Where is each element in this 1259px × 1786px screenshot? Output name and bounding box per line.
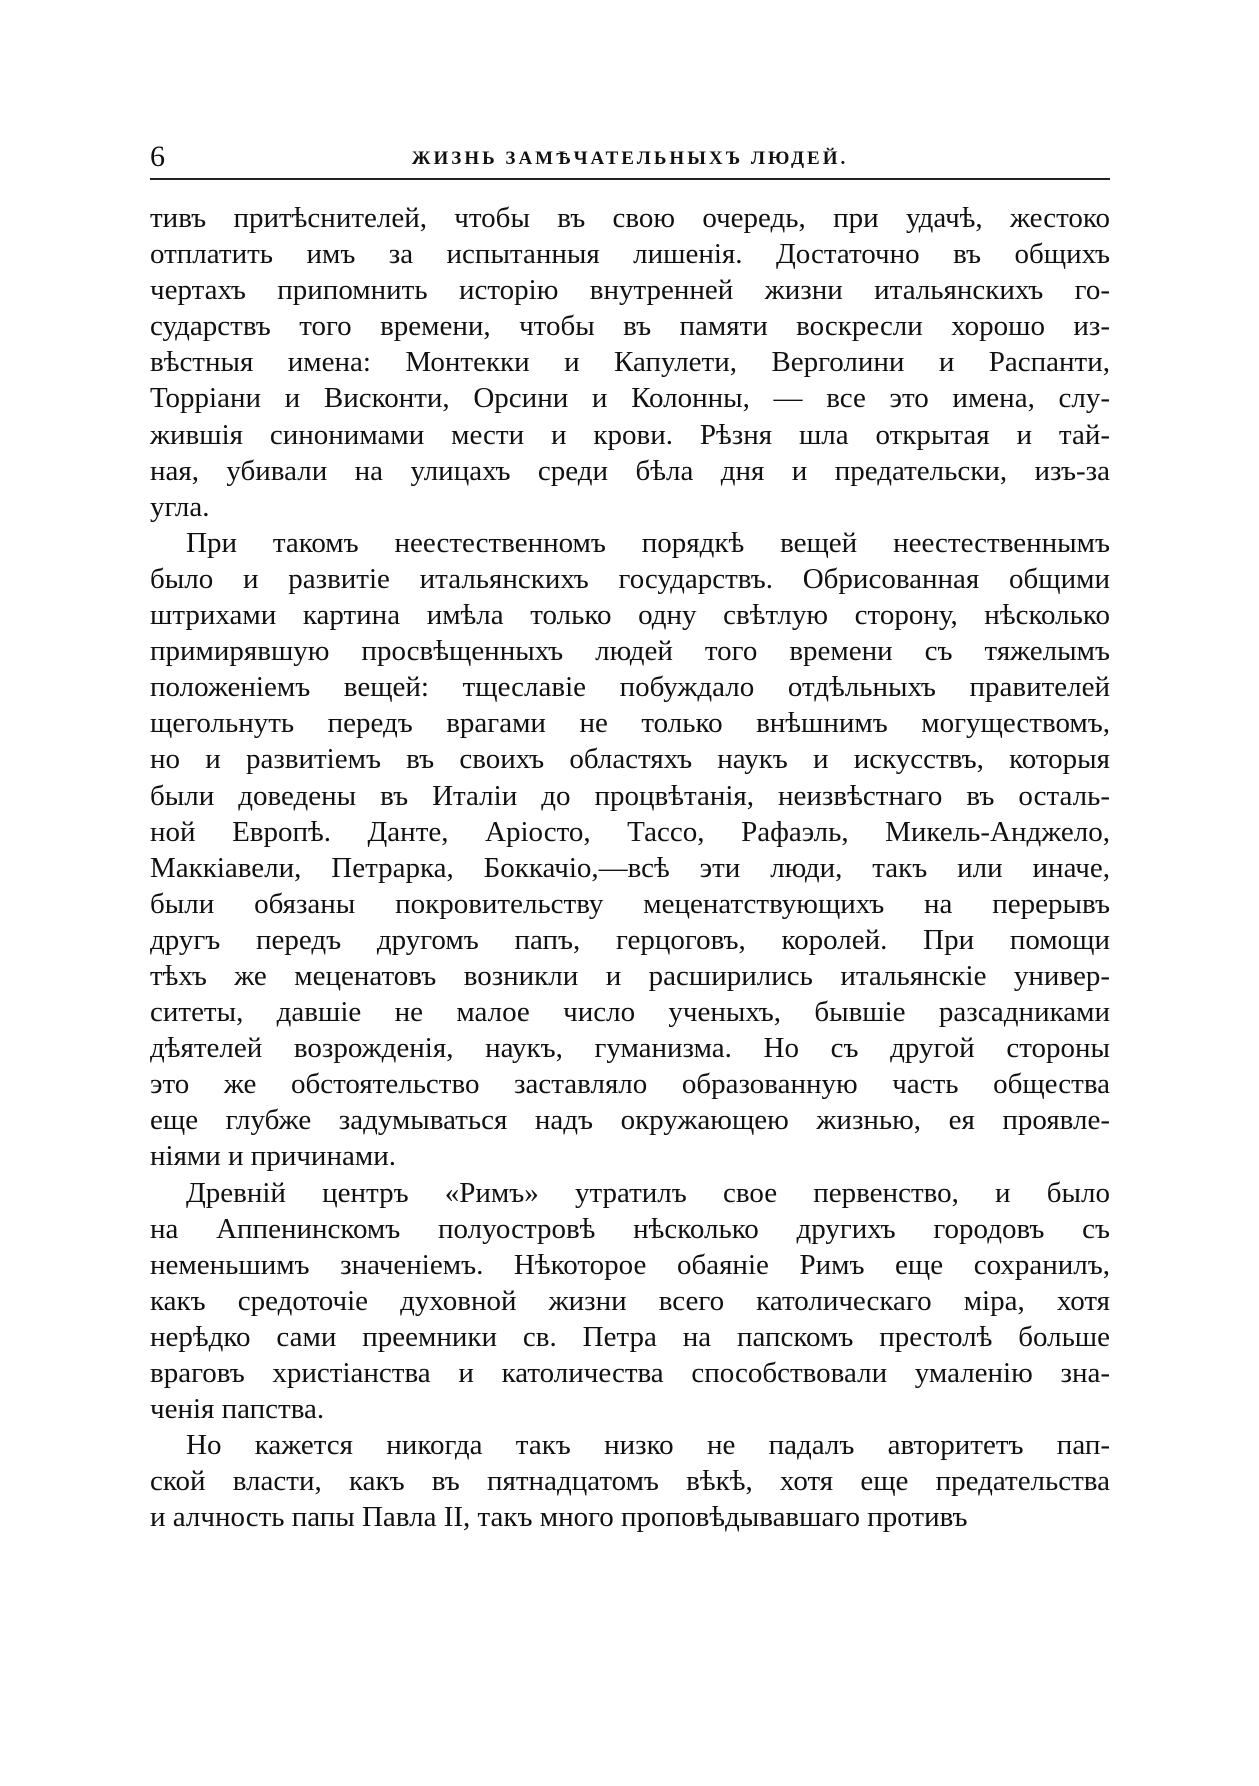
text-line: какъ средоточіе духовной жизни всего католическаго міра, хотя	[150, 1284, 1110, 1317]
text-line: Маккіавели, Петрарка, Боккачіо,—всѣ эти люди, такъ или иначе,	[150, 851, 1110, 884]
running-head	[150, 138, 1110, 180]
text-line: но и развитіемъ въ своихъ областяхъ наукъ и искусствъ, которыя	[150, 743, 1110, 776]
text-line: Торріани и Висконти, Орсини и Колонны, — все это имена, слу-	[150, 382, 1110, 415]
text-line: угла.	[150, 490, 210, 523]
text-line: ной Европѣ. Данте, Аріосто, Тассо, Рафаэль, Микель-Анджело,	[150, 815, 1110, 848]
text-line: положеніемъ вещей: тщеславіе побуждало отдѣльныхъ правителей	[150, 671, 1110, 704]
text-line: это же обстоятельство заставляло образованную часть общества	[150, 1068, 1110, 1101]
text-line: сударствъ того времени, чтобы въ памяти воскресли хорошо из-	[150, 310, 1110, 343]
text-line: штрихами картина имѣла только одну свѣтлую сторону, нѣсколько	[150, 599, 1110, 632]
text-line: неменьшимъ значеніемъ. Нѣкоторое обаяніе Римъ еще сохранилъ,	[150, 1248, 1110, 1281]
book-page	[150, 138, 1110, 1535]
paragraph	[150, 1427, 1110, 1535]
paragraph	[150, 525, 1110, 1175]
text-line: было и развитіе итальянскихъ государствъ. Обрисованная общими	[150, 562, 1110, 595]
text-line: тѣхъ же меценатовъ возникли и расширились итальянскіе универ-	[150, 959, 1110, 992]
text-line: еще глубже задумываться надъ окружающею жизнью, ея проявле-	[150, 1104, 1110, 1137]
text-line: были обязаны покровительству меценатствующихъ на перерывъ	[150, 887, 1110, 920]
text-line: чертахъ припомнить исторію внутренней жизни итальянскихъ го-	[150, 274, 1110, 307]
text-line: тивъ притѣснителей, чтобы въ свою очередь, при удачѣ, жестоко	[150, 202, 1110, 234]
body-text	[150, 200, 1110, 1535]
text-line: на Аппенинскомъ полуостровѣ нѣсколько другихъ городовъ съ	[150, 1212, 1110, 1245]
text-line: отплатить имъ за испытанныя лишенія. Достаточно въ общихъ	[150, 238, 1110, 271]
text-line: примирявшую просвѣщенныхъ людей того времени съ тяжелымъ	[150, 635, 1110, 668]
text-line: Древній центръ «Римъ» утратилъ свое первенство, и было	[186, 1176, 1110, 1209]
text-line: вѣстныя имена: Монтекки и Капулети, Верголини и Распанти,	[150, 346, 1110, 379]
text-line: ная, убивали на улицахъ среди бѣла дня и предательски, изъ-за	[150, 454, 1110, 487]
text-line: щегольнуть передъ врагами не только внѣшнимъ могуществомъ,	[150, 707, 1110, 740]
text-line: Но кажется никогда такъ низко не падалъ авторитетъ пап-	[186, 1429, 1110, 1462]
text-line: ченія папства.	[150, 1393, 325, 1426]
paragraph	[150, 200, 1110, 525]
text-line: другъ передъ другомъ папъ, герцоговъ, королей. При помощи	[150, 923, 1110, 956]
text-line: ской власти, какъ въ пятнадцатомъ вѣкѣ, хотя еще предательства	[150, 1465, 1110, 1498]
text-line: При такомъ неестественномъ порядкѣ вещей неестественнымъ	[186, 526, 1110, 559]
page-number: 6	[150, 140, 165, 173]
text-line: враговъ христіанства и католичества способствовали умаленію зна-	[150, 1357, 1110, 1389]
text-line: были доведены въ Италіи до процвѣтанія, неизвѣстнаго въ осталь-	[150, 779, 1110, 812]
text-line: дѣятелей возрожденія, наукъ, гуманизма. Но съ другой стороны	[150, 1032, 1110, 1065]
paragraph	[150, 1175, 1110, 1428]
text-line: жившія синонимами мести и крови. Рѣзня шла открытая и тай-	[150, 418, 1110, 451]
text-line: ситеты, давшіе не малое число ученыхъ, бывшіе разсадниками	[150, 996, 1110, 1029]
text-line: нерѣдко сами преемники св. Петра на папскомъ престолѣ больше	[150, 1320, 1110, 1353]
running-title: ЖИЗНЬ ЗАМѢЧАТЕЛЬНЫХЪ ЛЮДЕЙ.	[411, 148, 849, 169]
text-line: ніями и причинами.	[150, 1140, 396, 1173]
text-line: и алчность папы Павла II, такъ много проповѣдывавшаго противъ	[150, 1501, 968, 1534]
